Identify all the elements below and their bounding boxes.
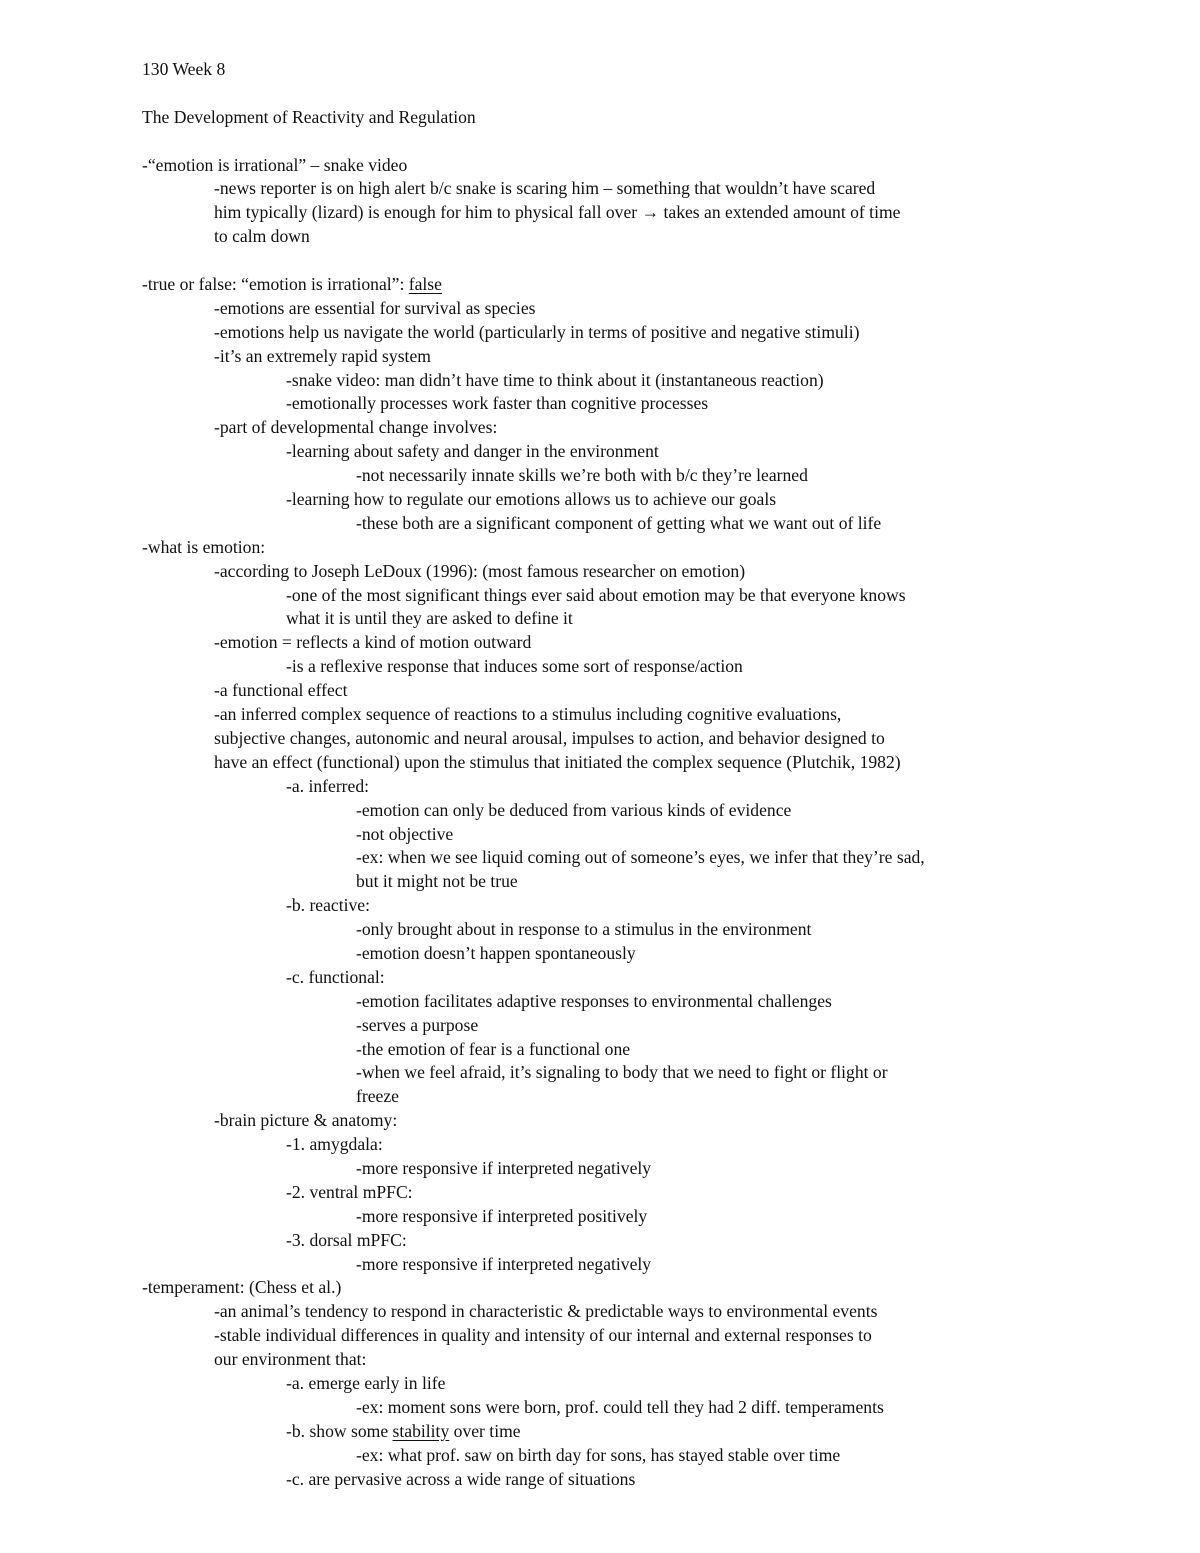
note-text: -true or false: “emotion is irrational”:	[142, 274, 409, 295]
note-line	[142, 1276, 1142, 1300]
note-text: -b. show some	[286, 1420, 393, 1441]
note-text: freeze	[356, 1086, 399, 1107]
note-line	[142, 321, 1142, 345]
note-line	[142, 154, 1142, 178]
note-line	[142, 823, 1142, 847]
note-text: -an animal’s tendency to respond in characteristic & predictable ways to environmental events	[214, 1301, 878, 1322]
note-line	[142, 440, 1142, 464]
note-text: -ex: moment sons were born, prof. could tell they had 2 diff. temperaments	[356, 1396, 884, 1417]
note-text: -stable individual differences in quality and intensity of our internal and external responses to	[214, 1325, 872, 1346]
note-text: -what is emotion:	[142, 536, 266, 557]
note-line	[142, 655, 1142, 679]
note-line	[142, 1133, 1142, 1157]
note-line	[142, 846, 1142, 870]
note-text: -more responsive if interpreted negatively	[356, 1253, 652, 1274]
note-text: -more responsive if interpreted positively	[356, 1205, 648, 1226]
note-line	[142, 1348, 1142, 1372]
note-line	[142, 1205, 1142, 1229]
note-text: -ex: what prof. saw on birth day for sons, has stayed stable over time	[356, 1444, 841, 1465]
note-text: -learning how to regulate our emotions allows us to achieve our goals	[286, 489, 777, 510]
note-line	[142, 488, 1142, 512]
note-text: -when we feel afraid, it’s signaling to body that we need to fight or flight or	[356, 1062, 888, 1083]
note-line	[142, 703, 1142, 727]
note-text: -learning about safety and danger in the environment	[286, 441, 659, 462]
note-line	[142, 560, 1142, 584]
note-line	[142, 966, 1142, 990]
note-line	[142, 775, 1142, 799]
note-line	[142, 1181, 1142, 1205]
note-text: -emotion can only be deduced from various kinds of evidence	[356, 799, 792, 820]
note-text: -a functional effect	[214, 680, 348, 701]
note-line	[142, 369, 1142, 393]
note-line	[142, 1444, 1142, 1468]
note-line	[142, 297, 1142, 321]
note-line	[142, 464, 1142, 488]
spacer	[142, 82, 1142, 106]
note-text: -b. reactive:	[286, 895, 371, 916]
note-text: -part of developmental change involves:	[214, 417, 498, 438]
note-text: -the emotion of fear is a functional one	[356, 1038, 631, 1059]
note-line	[142, 918, 1142, 942]
note-line	[142, 607, 1142, 631]
spacer	[142, 130, 1142, 154]
note-text: -only brought about in response to a stimulus in the environment	[356, 919, 812, 940]
note-text: -3. dorsal mPFC:	[286, 1229, 407, 1250]
note-text: -is a reflexive response that induces some sort of response/action	[286, 656, 743, 677]
note-line	[142, 1038, 1142, 1062]
spacer	[142, 249, 1142, 273]
note-text: but it might not be true	[356, 871, 518, 892]
note-text: -1. amygdala:	[286, 1134, 383, 1155]
underlined-text: stability	[392, 1420, 450, 1441]
note-text: -c. functional:	[286, 966, 385, 987]
note-line	[142, 225, 1142, 249]
notes-body	[142, 154, 1142, 1492]
note-line	[142, 1396, 1142, 1420]
note-line	[142, 1157, 1142, 1181]
note-text: -emotion doesn’t happen spontaneously	[356, 942, 636, 963]
note-text: -more responsive if interpreted negatively	[356, 1157, 652, 1178]
note-line	[142, 894, 1142, 918]
note-text: -a. inferred:	[286, 775, 370, 796]
note-line	[142, 273, 1142, 297]
note-line	[142, 536, 1142, 560]
note-text: -not necessarily innate skills we’re both with b/c they’re learned	[356, 465, 808, 486]
note-line	[142, 177, 1142, 201]
note-line	[142, 1468, 1142, 1492]
note-line	[142, 1109, 1142, 1133]
note-text: -snake video: man didn’t have time to think about it (instantaneous reaction)	[286, 369, 824, 390]
note-line	[142, 584, 1142, 608]
note-line	[142, 512, 1142, 536]
note-text: -emotion facilitates adaptive responses to environmental challenges	[356, 990, 832, 1011]
note-line	[142, 1229, 1142, 1253]
note-line	[142, 1061, 1142, 1085]
note-text: -emotionally processes work faster than cognitive processes	[286, 393, 709, 414]
document-title: The Development of Reactivity and Regulation	[142, 106, 476, 127]
note-line	[142, 1253, 1142, 1277]
course-header: 130 Week 8	[142, 59, 226, 79]
note-line	[142, 1420, 1142, 1444]
note-line	[142, 799, 1142, 823]
underlined-text: false	[408, 274, 442, 295]
note-text: -news reporter is on high alert b/c snake is scaring him – something that wouldn’t have scared	[214, 178, 876, 199]
note-line	[142, 416, 1142, 440]
note-line	[142, 942, 1142, 966]
note-text: to calm down	[214, 226, 310, 247]
note-text: -it’s an extremely rapid system	[214, 345, 431, 366]
note-line	[142, 1085, 1142, 1109]
note-text: -emotions help us navigate the world (particularly in terms of positive and negative stimuli)	[214, 321, 860, 342]
note-text: our environment that:	[214, 1349, 367, 1370]
note-line	[142, 1372, 1142, 1396]
note-line	[142, 870, 1142, 894]
note-text: -emotion = reflects a kind of motion outward	[214, 632, 532, 653]
note-line	[142, 201, 1142, 225]
note-line	[142, 679, 1142, 703]
note-line	[142, 631, 1142, 655]
note-text: -c. are pervasive across a wide range of situations	[286, 1468, 636, 1489]
note-line	[142, 990, 1142, 1014]
note-text: have an effect (functional) upon the stimulus that initiated the complex sequence (Plutchik, 1982)	[214, 751, 901, 772]
note-line	[142, 1014, 1142, 1038]
document-page	[142, 58, 1142, 1491]
note-text: subjective changes, autonomic and neural arousal, impulses to action, and behavior designed to	[214, 727, 885, 748]
note-text: -“emotion is irrational” – snake video	[142, 154, 408, 175]
note-text: -a. emerge early in life	[286, 1372, 446, 1393]
note-text-after: over time	[449, 1420, 521, 1441]
note-text: -ex: when we see liquid coming out of someone’s eyes, we infer that they’re sad,	[356, 847, 925, 868]
note-line	[142, 1300, 1142, 1324]
note-text: him typically (lizard) is enough for him to physical fall over → takes an extended amount of time	[214, 202, 901, 223]
note-text: -2. ventral mPFC:	[286, 1181, 413, 1202]
note-text: -these both are a significant component of getting what we want out of life	[356, 512, 882, 533]
note-text: -temperament: (Chess et al.)	[142, 1277, 342, 1298]
note-text: what it is until they are asked to define it	[286, 608, 573, 629]
note-line	[142, 727, 1142, 751]
note-text: -emotions are essential for survival as species	[214, 297, 536, 318]
note-text: -serves a purpose	[356, 1014, 479, 1035]
note-line	[142, 392, 1142, 416]
note-text: -brain picture & anatomy:	[214, 1110, 398, 1131]
note-text: -not objective	[356, 823, 454, 844]
note-line	[142, 1324, 1142, 1348]
note-text: -an inferred complex sequence of reactions to a stimulus including cognitive evaluations,	[214, 704, 842, 725]
note-line	[142, 345, 1142, 369]
note-text: -according to Joseph LeDoux (1996): (most famous researcher on emotion)	[214, 560, 746, 581]
note-line	[142, 751, 1142, 775]
note-text: -one of the most significant things ever said about emotion may be that everyone knows	[286, 584, 906, 605]
